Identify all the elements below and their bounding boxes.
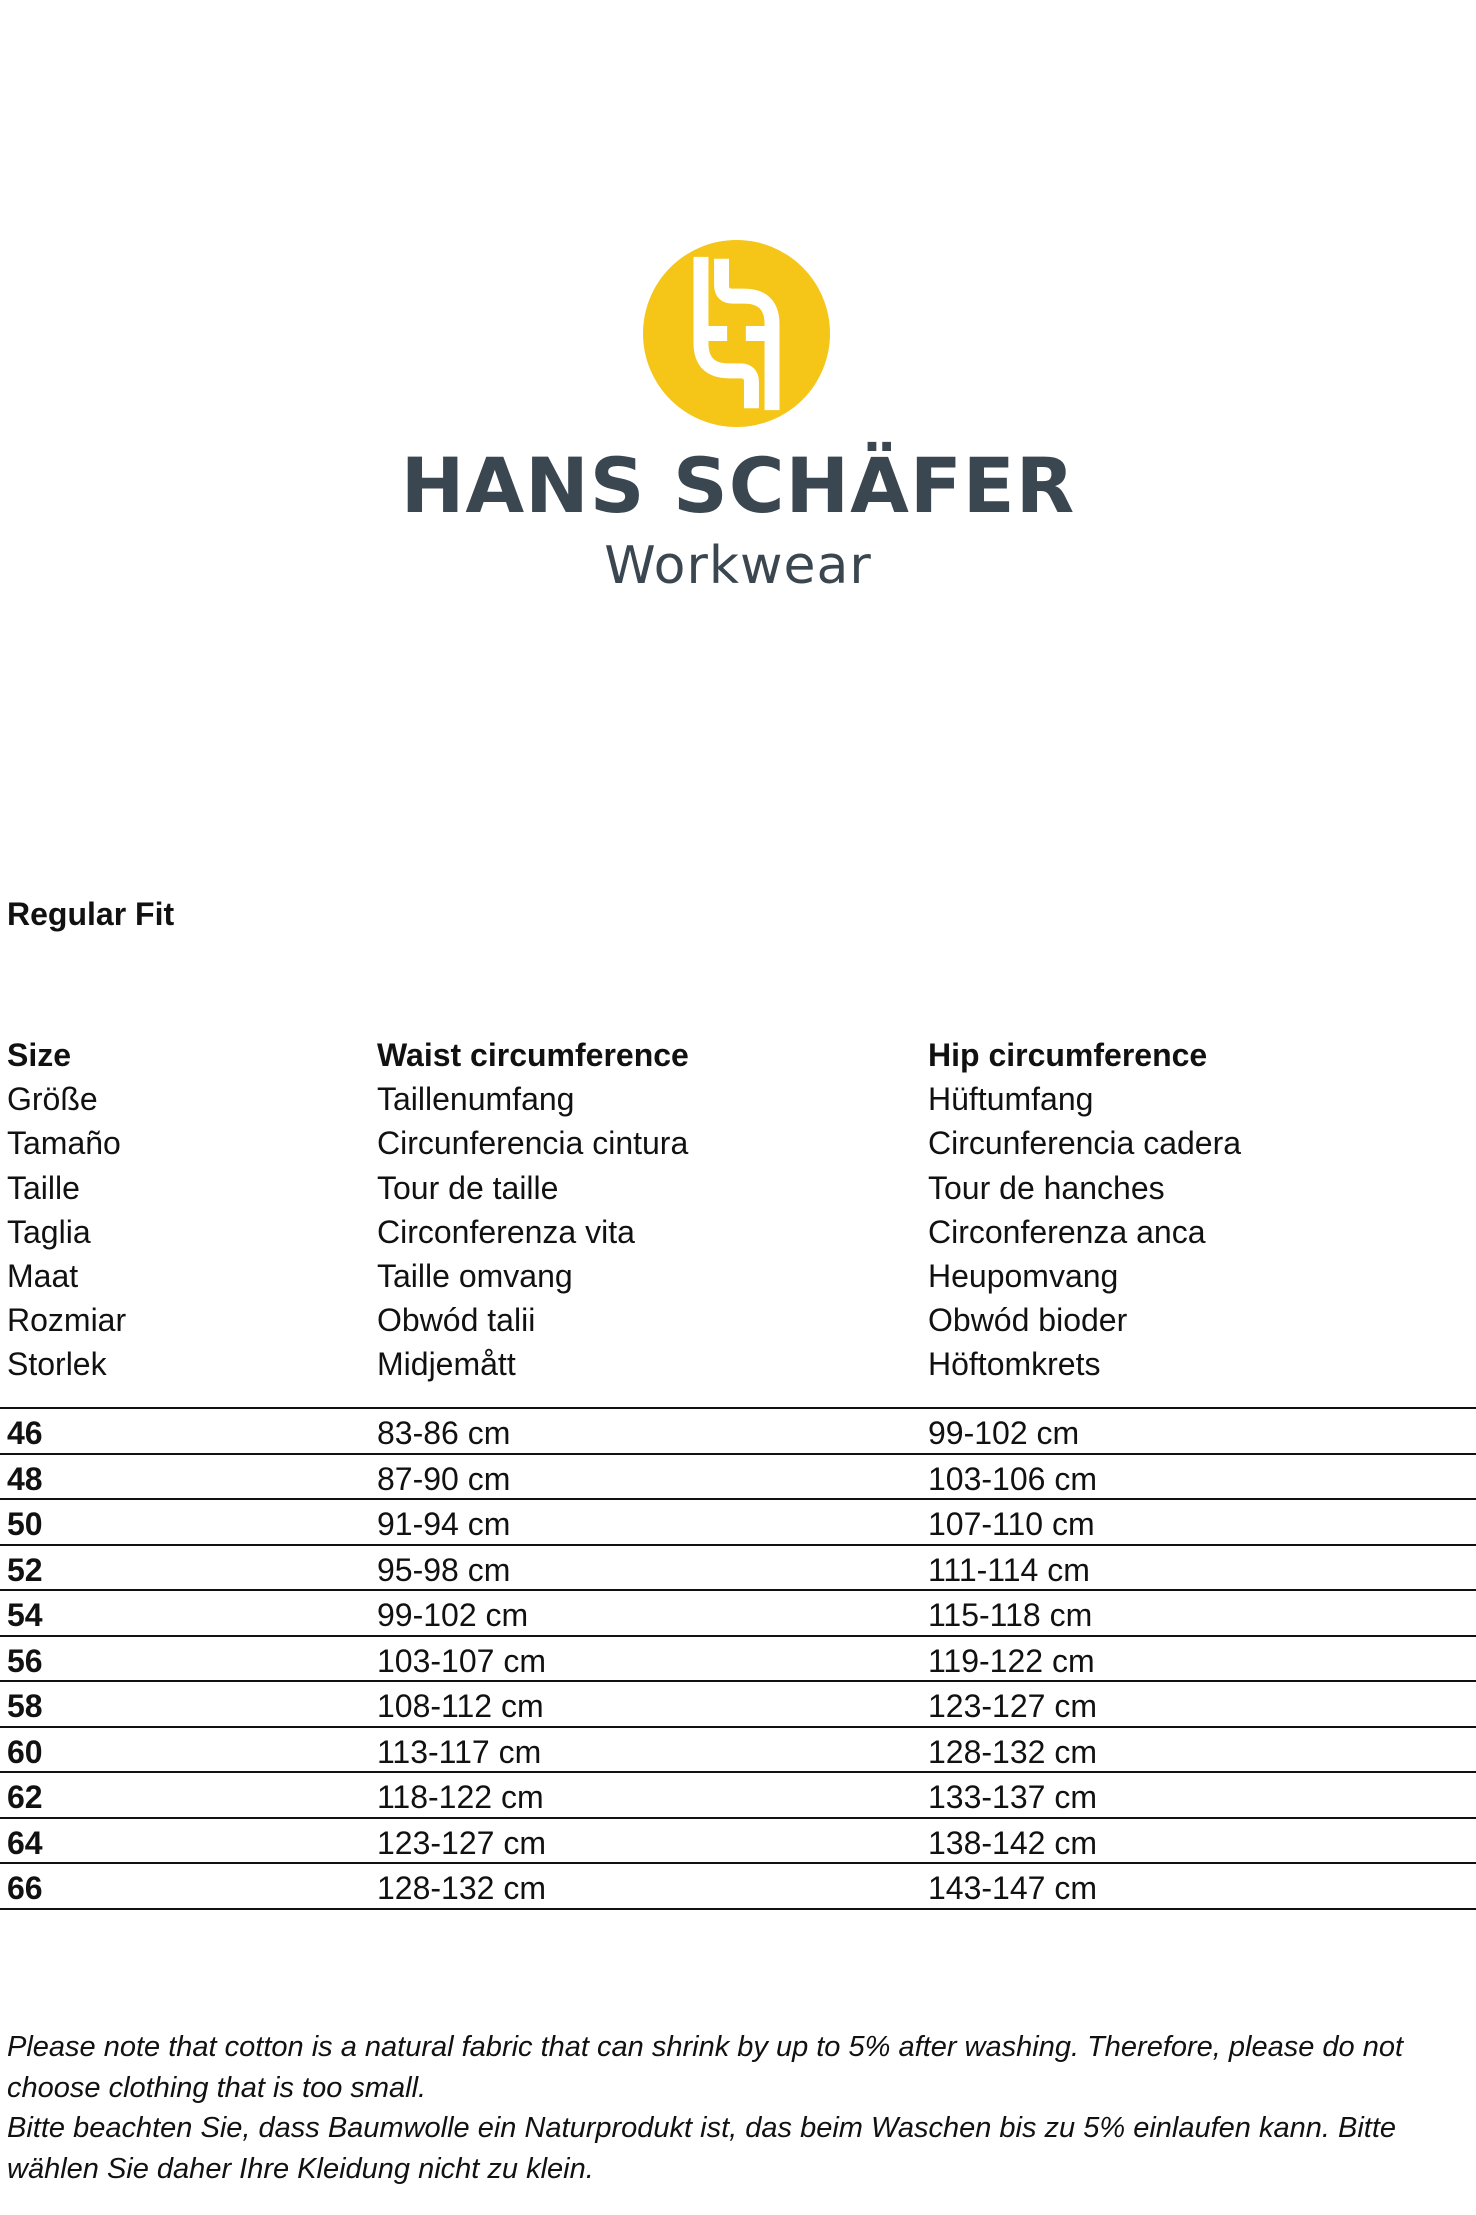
- waist-cell: 128-132 cm: [377, 1870, 546, 1906]
- table-row: [0, 1591, 1476, 1637]
- waist-header-es: Circunferencia cintura: [377, 1125, 689, 1162]
- waist-cell: 99-102 cm: [377, 1597, 529, 1633]
- hip-header-es: Circunferencia cadera: [928, 1125, 1242, 1162]
- hip-header-pl: Obwód bioder: [928, 1302, 1128, 1339]
- waist-cell: 108-112 cm: [377, 1688, 544, 1724]
- size-header-sv: Storlek: [7, 1346, 107, 1383]
- waist-cell: 113-117 cm: [377, 1733, 542, 1770]
- size-header-es: Tamaño: [7, 1125, 121, 1162]
- brand-name: HANS SCHÄFER: [400, 441, 1076, 530]
- note-german: Bitte beachten Sie, dass Baumwolle ein Naturprodukt ist, das beim Waschen bis zu 5% einlaufen kann. Bitte wählen Sie daher Ihre Kleidung nicht zu klein.: [7, 2112, 1397, 2185]
- hip-cell: 128-132 cm: [928, 1733, 1097, 1770]
- waist-header-column: [377, 1035, 689, 1389]
- table-row: [0, 1864, 1476, 1910]
- waist-cell: 95-98 cm: [377, 1551, 511, 1588]
- brand-subtitle: Workwear: [604, 536, 872, 596]
- hip-header-de: Hüftumfang: [928, 1081, 1094, 1118]
- size-cell: 66: [7, 1870, 43, 1906]
- care-notes: [7, 2027, 1469, 2189]
- waist-header-pl: Obwód talii: [377, 1302, 536, 1339]
- table-row: [0, 1728, 1476, 1774]
- hip-header-column: [928, 1035, 1241, 1389]
- size-header-column: [7, 1035, 126, 1389]
- hip-header-nl: Heupomvang: [928, 1257, 1119, 1294]
- waist-cell: 118-122 cm: [377, 1779, 544, 1815]
- table-row: [0, 1455, 1476, 1501]
- size-cell: 58: [7, 1688, 43, 1724]
- waist-header-it: Circonferenza vita: [377, 1213, 635, 1250]
- note-english: Please note that cotton is a natural fabric that can shrink by up to 5% after washing. Therefore, please do not choose clothing that is too small.: [7, 2031, 1404, 2104]
- size-header-de: Größe: [7, 1081, 98, 1118]
- hip-cell: 115-118 cm: [928, 1597, 1093, 1633]
- hip-cell: 133-137 cm: [928, 1779, 1097, 1815]
- size-cell: 62: [7, 1779, 43, 1815]
- waist-cell: 83-86 cm: [377, 1415, 511, 1451]
- hip-header-it: Circonferenza anca: [928, 1213, 1206, 1250]
- hip-cell: 103-106 cm: [928, 1460, 1097, 1497]
- hip-cell: 107-110 cm: [928, 1506, 1095, 1542]
- size-cell: 46: [7, 1415, 43, 1451]
- size-cell: 56: [7, 1642, 43, 1679]
- size-cell: 64: [7, 1824, 43, 1861]
- size-table: [0, 1407, 1476, 1910]
- waist-header-sv: Midjemått: [377, 1346, 516, 1383]
- waist-cell: 91-94 cm: [377, 1506, 511, 1542]
- size-cell: 52: [7, 1551, 43, 1588]
- hip-header-en: Hip circumference: [928, 1037, 1208, 1073]
- size-cell: 54: [7, 1597, 43, 1633]
- table-row: [0, 1682, 1476, 1728]
- size-header-pl: Rozmiar: [7, 1302, 127, 1339]
- waist-cell: 123-127 cm: [377, 1824, 546, 1861]
- size-header-it: Taglia: [7, 1213, 91, 1250]
- table-row: [0, 1637, 1476, 1683]
- hip-header-sv: Höftomkrets: [928, 1346, 1101, 1383]
- size-cell: 50: [7, 1506, 43, 1542]
- fit-title: Regular Fit: [7, 896, 175, 932]
- size-header-nl: Maat: [7, 1257, 79, 1294]
- table-row: [0, 1500, 1476, 1546]
- hip-header-fr: Tour de hanches: [928, 1169, 1165, 1206]
- table-row: [0, 1819, 1476, 1865]
- table-row: [0, 1773, 1476, 1819]
- waist-header-de: Taillenumfang: [377, 1081, 575, 1118]
- waist-header-nl: Taille omvang: [377, 1257, 573, 1294]
- size-cell: 60: [7, 1733, 43, 1770]
- hs-monogram-icon: [643, 240, 830, 427]
- brand-logo: [0, 230, 1476, 600]
- table-row: [0, 1409, 1476, 1455]
- waist-cell: 103-107 cm: [377, 1642, 546, 1679]
- hip-cell: 119-122 cm: [928, 1642, 1095, 1679]
- size-header-en: Size: [7, 1037, 72, 1073]
- size-cell: 48: [7, 1460, 43, 1497]
- hip-cell: 138-142 cm: [928, 1824, 1097, 1861]
- waist-header-fr: Tour de taille: [377, 1169, 559, 1206]
- size-header-fr: Taille: [7, 1169, 80, 1206]
- hip-cell: 123-127 cm: [928, 1688, 1097, 1724]
- waist-cell: 87-90 cm: [377, 1460, 511, 1497]
- hip-cell: 143-147 cm: [928, 1870, 1097, 1906]
- table-row: [0, 1546, 1476, 1592]
- waist-header-en: Waist circumference: [377, 1037, 689, 1073]
- hip-cell: 111-114 cm: [928, 1551, 1090, 1588]
- hip-cell: 99-102 cm: [928, 1415, 1080, 1451]
